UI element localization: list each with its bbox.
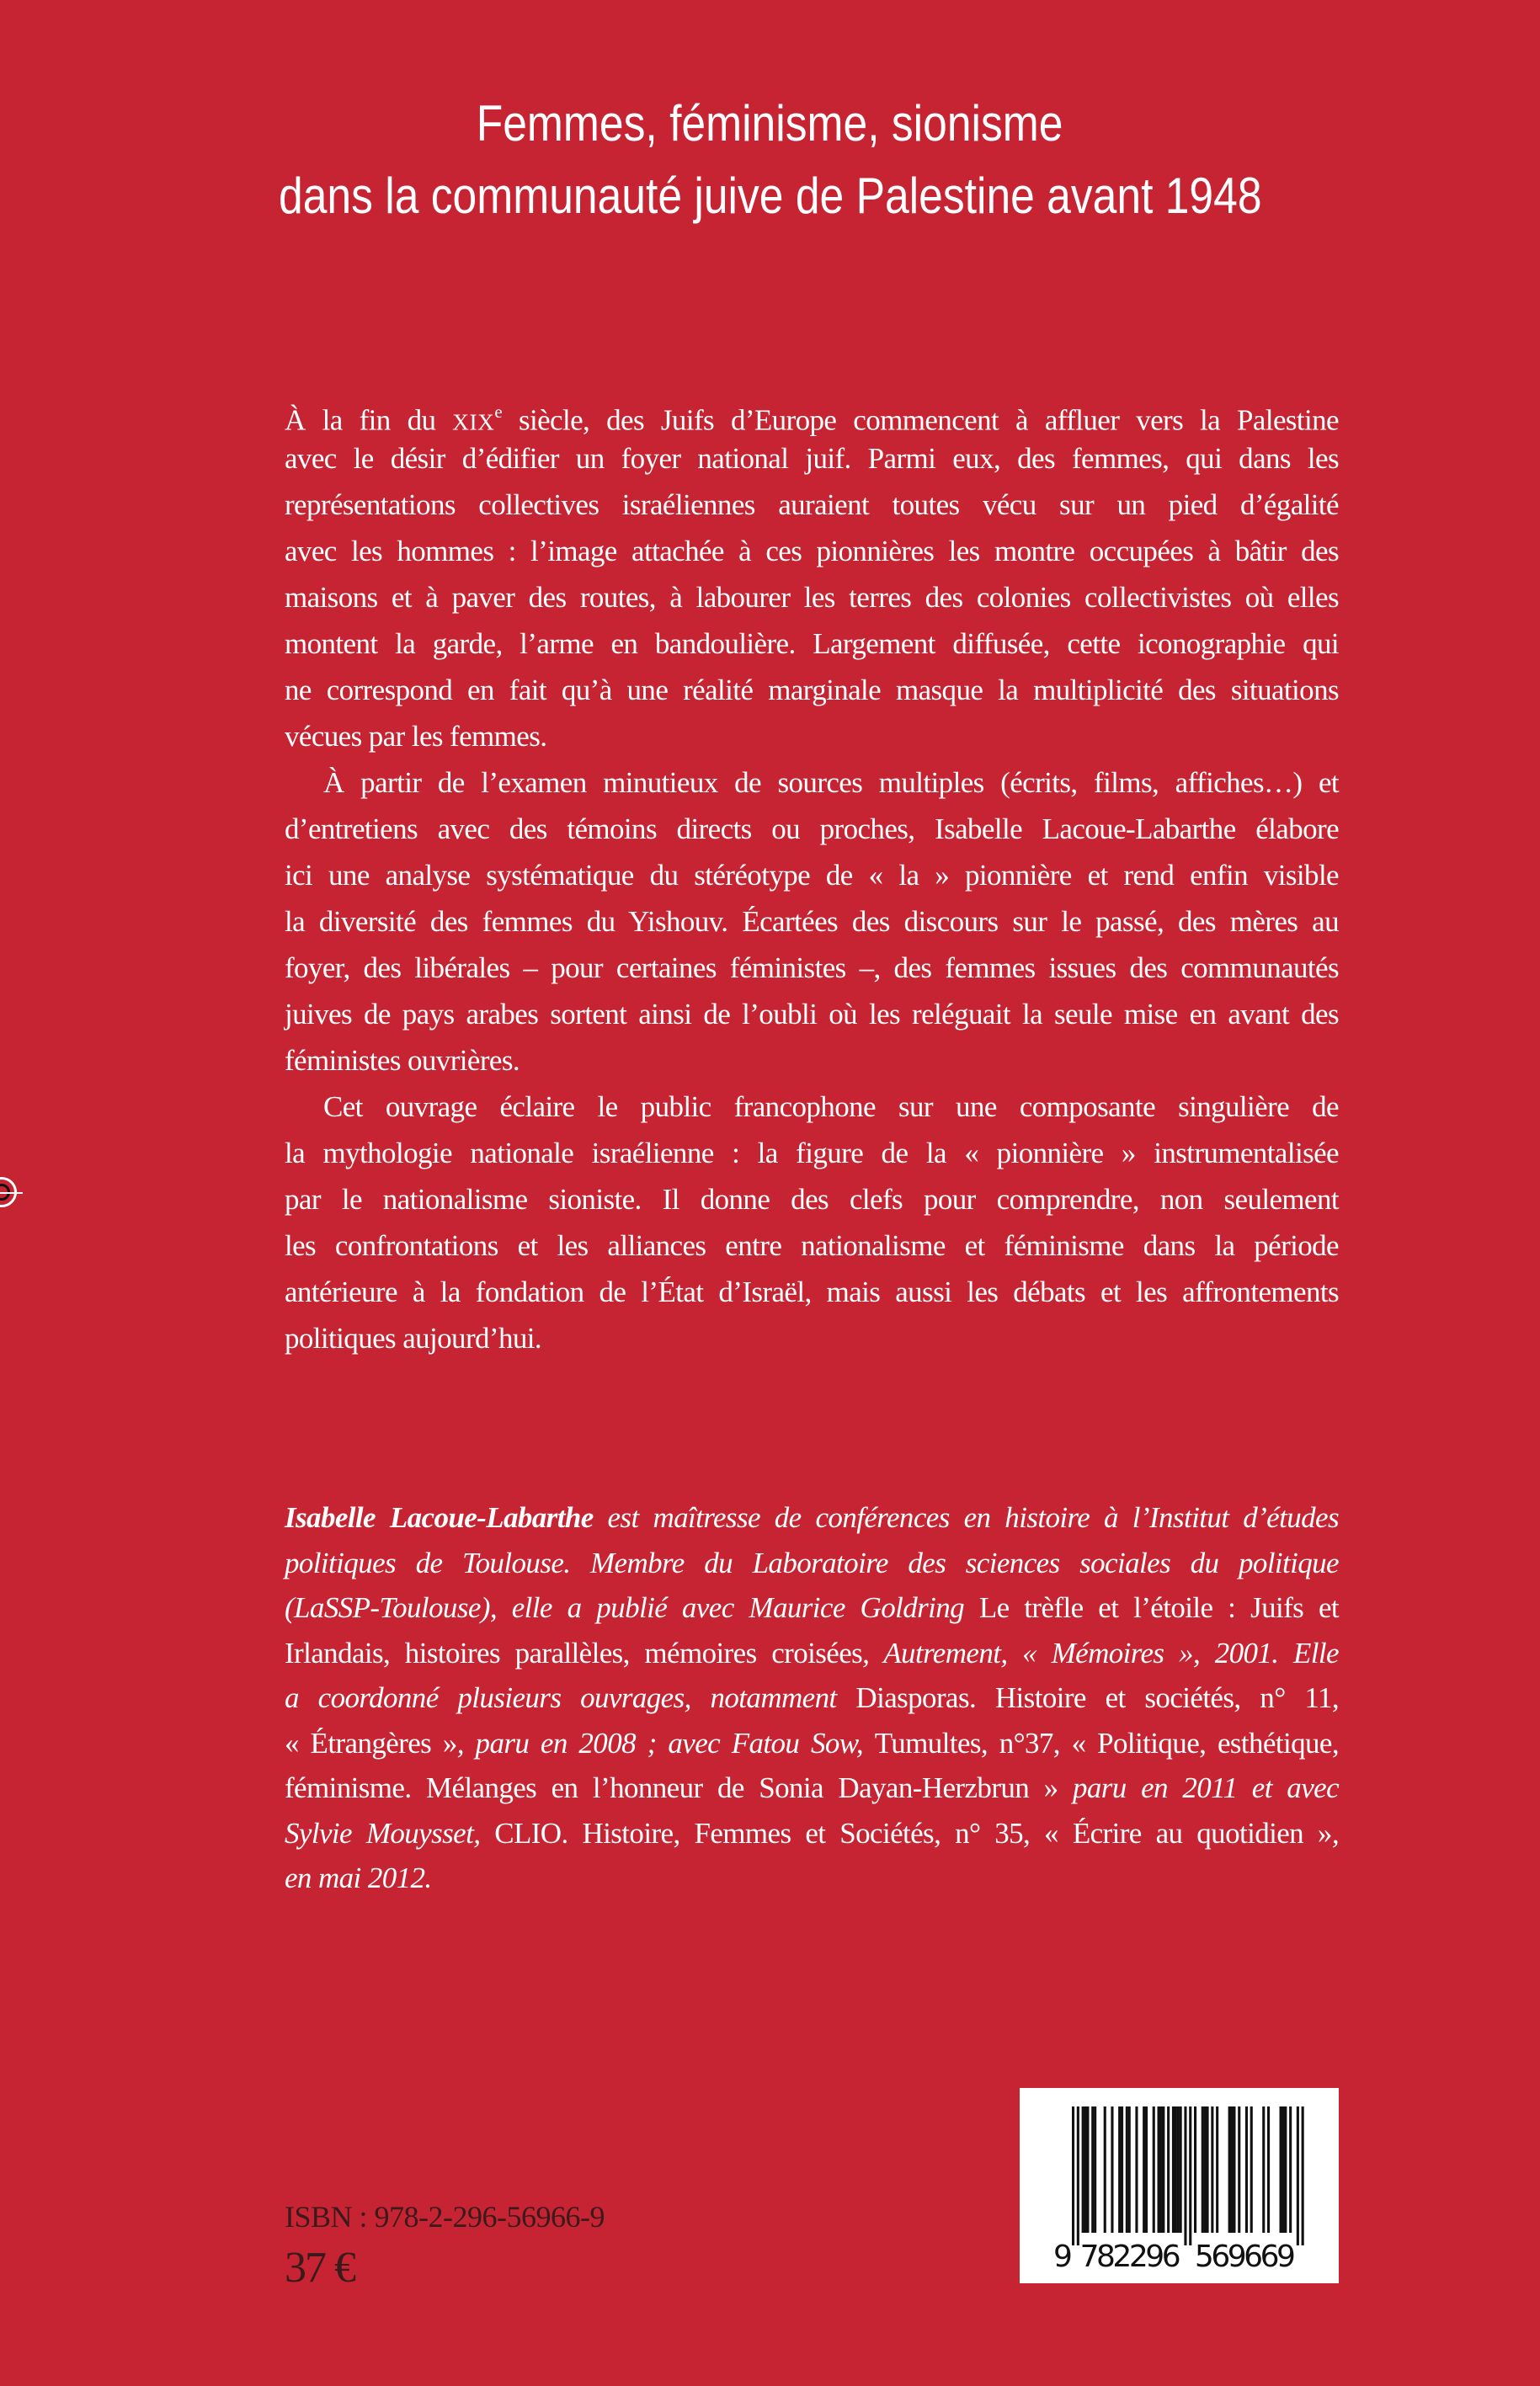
text-segment: la diversité des femmes du Yishouv. Écartées des discours sur le passé, des mères au [285, 905, 1339, 938]
barcode-bar [1184, 2106, 1186, 2245]
barcode-bar [1135, 2106, 1138, 2233]
text-line [285, 620, 1339, 667]
barcode-bar [1216, 2106, 1218, 2233]
barcode-bar [1267, 2106, 1270, 2233]
price-label: 37 € [285, 2244, 354, 2292]
barcode-bar [1159, 2106, 1162, 2233]
text-segment: est maîtresse de conférences en histoire à l’Institut d’études [593, 1501, 1339, 1534]
text-line [285, 1084, 1339, 1130]
barcode-bar [1245, 2106, 1248, 2233]
barcode-digits: 569669 [1194, 2240, 1296, 2271]
subtitle-text: dans la communauté juive de Palestine avant 1948 [278, 168, 1262, 224]
text-line [285, 1856, 1339, 1901]
text-line [285, 1176, 1339, 1222]
text-line [285, 1675, 1339, 1721]
barcode-digits: 782296 [1079, 2240, 1181, 2271]
text-line [285, 1037, 1339, 1084]
barcode-bar [1111, 2106, 1113, 2233]
text-line [285, 528, 1339, 574]
text-line [285, 1631, 1339, 1676]
text-segment: Isabelle Lacoue-Labarthe [285, 1501, 594, 1534]
text-segment: par le nationalisme sioniste. Il donne des clefs pour comprendre, non seulement [285, 1183, 1339, 1216]
text-segment: politiques de Toulouse. Membre du Laboratoire des sciences sociales du politique [285, 1546, 1339, 1579]
registration-mark-icon [0, 1177, 17, 1207]
barcode-bar [1082, 2106, 1084, 2233]
text-segment: politiques aujourd’hui. [285, 1322, 542, 1355]
text-segment: avec le désir d’édifier un foyer national juif. Parmi eux, des femmes, qui dans les [285, 442, 1339, 475]
text-line [285, 1541, 1339, 1586]
text-line [285, 898, 1339, 945]
barcode-bar [1153, 2106, 1155, 2233]
text-segment: siècle, des Juifs d’Europe commencent à affluer vers la Palestine [502, 403, 1339, 437]
text-segment: À la fin du [285, 403, 453, 437]
barcode-bar [1175, 2106, 1177, 2233]
text-segment: en mai 2012. [285, 1861, 432, 1894]
book-title-line-2 [0, 167, 1540, 225]
text-segment: maisons et à paver des routes, à labourer les terres des colonies collectivistes où elles [285, 581, 1339, 614]
text-segment: « Étrangères » [285, 1726, 457, 1760]
barcode-bar [1126, 2106, 1128, 2233]
barcode-bar [1180, 2106, 1182, 2233]
text-line [285, 1222, 1339, 1269]
barcode-bar [1302, 2106, 1304, 2245]
text-segment: représentations collectives israéliennes auraient toutes vécu sur un pied d’égalité [285, 488, 1339, 521]
text-segment: féminisme. Mélanges en l’honneur de Sonia Dayan-Herzbrun » [285, 1771, 1058, 1804]
barcode-bar [1094, 2106, 1096, 2233]
text-segment: féministes ouvrières. [285, 1044, 520, 1077]
barcode-bar [1194, 2106, 1196, 2233]
barcode-bar [1262, 2106, 1265, 2233]
text-segment: la mythologie nationale israélienne : la figure de la « pionnière » instrumentalisée [285, 1137, 1339, 1169]
text-line [285, 759, 1339, 806]
text-line [285, 852, 1339, 898]
book-title-line-1 [0, 94, 1540, 152]
text-line [285, 1766, 1339, 1811]
text-segment: Sylvie Mouysset, [285, 1816, 495, 1850]
barcode-bar [1282, 2106, 1284, 2233]
title-text: Femmes, féminisme, sionisme [477, 95, 1063, 152]
barcode-bar [1128, 2106, 1131, 2233]
text-line [285, 574, 1339, 620]
barcode-bar [1118, 2106, 1121, 2233]
text-line [285, 667, 1339, 713]
text-segment: e [494, 402, 503, 422]
text-line [285, 713, 1339, 759]
barcode-bar [1086, 2106, 1089, 2233]
barcode-bar [1228, 2106, 1231, 2233]
barcode-bar [1104, 2106, 1106, 2233]
text-line [285, 1315, 1339, 1361]
text-segment: antérieure à la fondation de l’État d’Israël, mais aussi les débats et les affrontements [285, 1276, 1339, 1308]
text-segment: Irlandais, histoires parallèles, mémoires croisées [285, 1636, 863, 1670]
text-segment: juives de pays arabes sortent ainsi de l’oubli où les reléguait la seule mise en avant des [285, 998, 1339, 1031]
barcode-bar [1158, 2106, 1160, 2233]
barcode-bar [1189, 2106, 1191, 2245]
text-line [285, 1495, 1339, 1541]
text-segment: a coordonné plusieurs ouvrages, notamment [285, 1681, 856, 1714]
text-segment: Cet ouvrage éclaire le public francophone sur une composante singulière de [323, 1090, 1339, 1123]
barcode-digits: 9 [1053, 2240, 1073, 2271]
text-segment: ne correspond en fait qu’à une réalité marginale masque la multiplicité des situations [285, 674, 1339, 706]
text-segment: , paru en 2008 ; avec Fatou Sow, [456, 1726, 875, 1760]
text-segment: les confrontations et les alliances entre nationalisme et féminisme dans la période [285, 1229, 1339, 1262]
barcode-bar [1172, 2106, 1175, 2233]
barcode-bar [1284, 2106, 1287, 2233]
text-line [285, 482, 1339, 528]
barcode-bar [1231, 2106, 1234, 2233]
text-line [285, 389, 1339, 435]
text-segment: Le trèfle et l’étoile : Juifs et [978, 1591, 1340, 1624]
text-line [285, 991, 1339, 1037]
barcode-bar [1084, 2106, 1087, 2233]
text-segment: , [1331, 1816, 1339, 1850]
barcode-bar [1077, 2106, 1079, 2245]
barcode-bar [1233, 2106, 1235, 2233]
barcode-bar [1167, 2106, 1170, 2233]
text-line [285, 806, 1339, 852]
text-segment: CLIO. Histoire, Femmes et Sociétés, n° 35, « Écrire au quotidien » [494, 1816, 1332, 1850]
author-bio [285, 1495, 1339, 1901]
text-segment: (LaSSP-Toulouse), elle a publié avec Maurice Goldring [285, 1591, 979, 1624]
barcode-bar [1207, 2106, 1209, 2233]
summary-text [285, 389, 1339, 1361]
barcode-bar [1289, 2106, 1292, 2233]
text-segment: ici une analyse systématique du stéréotype de « la » pionnière et rend enfin visible [285, 859, 1339, 892]
barcode-bar [1211, 2106, 1213, 2233]
text-segment: À partir de l’examen minutieux de sources multiples (écrits, films, affiches…) et [323, 766, 1339, 799]
barcode-bar [1297, 2106, 1299, 2245]
text-segment: montent la garde, l’arme en bandoulière. Largement diffusée, cette iconographie qui [285, 627, 1339, 660]
text-line [285, 1269, 1339, 1315]
barcode-bar [1162, 2106, 1164, 2233]
barcode-bar [1280, 2106, 1282, 2233]
barcode-bar [1202, 2106, 1204, 2233]
text-line [285, 1721, 1339, 1766]
barcode-bar [1177, 2106, 1180, 2233]
barcode-bar [1121, 2106, 1123, 2233]
text-segment: , Autrement, « Mémoires », 2001. Elle [862, 1636, 1339, 1670]
barcode-bar [1143, 2106, 1145, 2233]
barcode [1020, 2088, 1339, 2283]
barcode-bar [1250, 2106, 1253, 2233]
text-segment: XIX [452, 409, 495, 435]
text-segment: paru en 2011 et avec [1058, 1771, 1339, 1804]
text-segment: avec les hommes : l’image attachée à ces pionnières les montre occupées à bâtir des [285, 535, 1339, 567]
isbn-label: ISBN : 978-2-296-56966-9 [285, 2200, 605, 2234]
text-line [285, 1811, 1339, 1856]
barcode-bar [1145, 2106, 1148, 2233]
barcode-bar [1204, 2106, 1207, 2233]
text-line [285, 945, 1339, 991]
text-line [285, 1585, 1339, 1631]
text-segment: Tumultes, n°37, « Politique, esthétique, [874, 1726, 1339, 1760]
barcode-bar [1072, 2106, 1074, 2245]
text-line [285, 1130, 1339, 1176]
text-segment: d’entretiens avec des témoins directs ou proches, Isabelle Lacoue-Labarthe élabore [285, 812, 1339, 845]
barcode-bar [1238, 2106, 1240, 2233]
text-segment: Diasporas. Histoire et sociétés, n° 11, [855, 1681, 1339, 1714]
text-segment: vécues par les femmes. [285, 720, 547, 753]
barcode-bar [1091, 2106, 1094, 2233]
text-segment: foyer, des libérales – pour certaines féministes –, des femmes issues des communautés [285, 951, 1339, 984]
text-line [285, 435, 1339, 482]
barcode-bars [1053, 2106, 1306, 2271]
